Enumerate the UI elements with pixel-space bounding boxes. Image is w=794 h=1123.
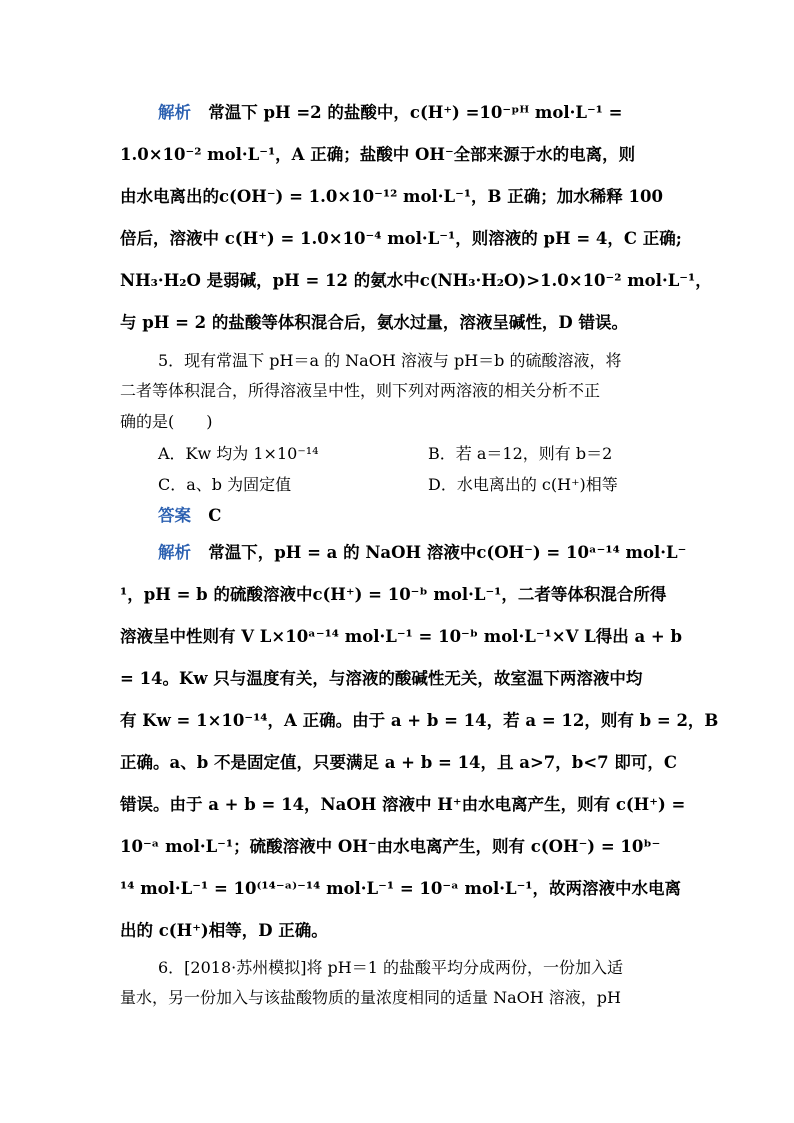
analysis-line: 出的 c(H⁺)相等，D 正确。: [120, 921, 328, 940]
analysis-line: 由水电离出的c(OH⁻) = 1.0×10⁻¹² mol·L⁻¹，B 正确；加水稀释 100: [120, 187, 663, 206]
analysis-line: ¹⁴ mol·L⁻¹ = 10⁽¹⁴⁻ᵃ⁾⁻¹⁴ mol·L⁻¹ = 10⁻ᵃ mol·L⁻¹，故两溶液中水电离: [120, 879, 682, 898]
question-5-line: 二者等体积混合，所得溶液呈中性，则下列对两溶液的相关分析不正: [120, 381, 601, 400]
analysis-line: 正确。a、b 不是固定值，只要满足 a + b = 14，且 a>7，b<7 即可，C: [120, 753, 677, 772]
analysis-line: 溶液呈中性则有 V L×10ᵃ⁻¹⁴ mol·L⁻¹ = 10⁻ᵇ mol·L⁻¹×V L得出 a + b: [120, 627, 683, 646]
analysis-label: 解析: [158, 103, 191, 122]
analysis-line: 解析 常温下，pH = a 的 NaOH 溶液中c(OH⁻) = 10ᵃ⁻¹⁴ mol·L⁻: [158, 543, 687, 562]
answer-line: [158, 505, 680, 527]
answer-label: 答案: [158, 506, 191, 525]
analysis-line: 错误。由于 a + b = 14，NaOH 溶液中 H⁺由水电离产生，则有 c(H⁺) =: [120, 795, 686, 814]
analysis-line: 10⁻ᵃ mol·L⁻¹；硫酸溶液中 OH⁻由水电离产生，则有 c(OH⁻) = 10ᵇ⁻: [120, 837, 661, 856]
option-d: D．水电离出的 c(H⁺)相等: [428, 475, 618, 494]
option-c: C．a、b 为固定值: [158, 475, 292, 494]
analysis-line: 倍后，溶液中 c(H⁺) = 1.0×10⁻⁴ mol·L⁻¹，则溶液的 pH = 4，C 正确;: [120, 229, 682, 248]
option-a: A．Kw 均为 1×10⁻¹⁴: [158, 444, 319, 463]
question-5-line: 确的是( ): [120, 412, 213, 431]
analysis-line: 1.0×10⁻² mol·L⁻¹，A 正确；盐酸中 OH⁻全部来源于水的电离，则: [120, 145, 636, 164]
analysis-line: 有 Kw = 1×10⁻¹⁴，A 正确。由于 a + b = 14，若 a = 12，则有 b = 2，B: [120, 711, 719, 730]
question-6-line: 量水，另一份加入与该盐酸物质的量浓度相同的适量 NaOH 溶液，pH: [120, 988, 621, 1007]
analysis-line: = 14。Kw 只与温度有关，与溶液的酸碱性无关，故室温下两溶液中均: [120, 669, 643, 688]
question-5-line: 5．现有常温下 pH＝a 的 NaOH 溶液与 pH＝b 的硫酸溶液，将: [158, 351, 622, 370]
option-b: B．若 a＝12，则有 b＝2: [428, 444, 613, 463]
answer-value: C: [208, 506, 222, 525]
question-6-line: 6．[2018·苏州模拟]将 pH＝1 的盐酸平均分成两份，一份加入适: [158, 958, 624, 977]
analysis-line: NH₃·H₂O 是弱碱，pH = 12 的氨水中c(NH₃·H₂O)>1.0×10⁻² mol·L⁻¹，: [120, 271, 712, 290]
analysis-line: ¹，pH = b 的硫酸溶液中c(H⁺) = 10⁻ᵇ mol·L⁻¹，二者等体积混合所得: [120, 585, 667, 604]
analysis-line: 与 pH = 2 的盐酸等体积混合后，氨水过量，溶液呈碱性，D 错误。: [120, 313, 628, 332]
analysis-line: 解析 常温下 pH =2 的盐酸中，c(H⁺) =10⁻ᵖᴴ mol·L⁻¹ =: [158, 103, 623, 122]
analysis-label: 解析: [158, 543, 191, 562]
